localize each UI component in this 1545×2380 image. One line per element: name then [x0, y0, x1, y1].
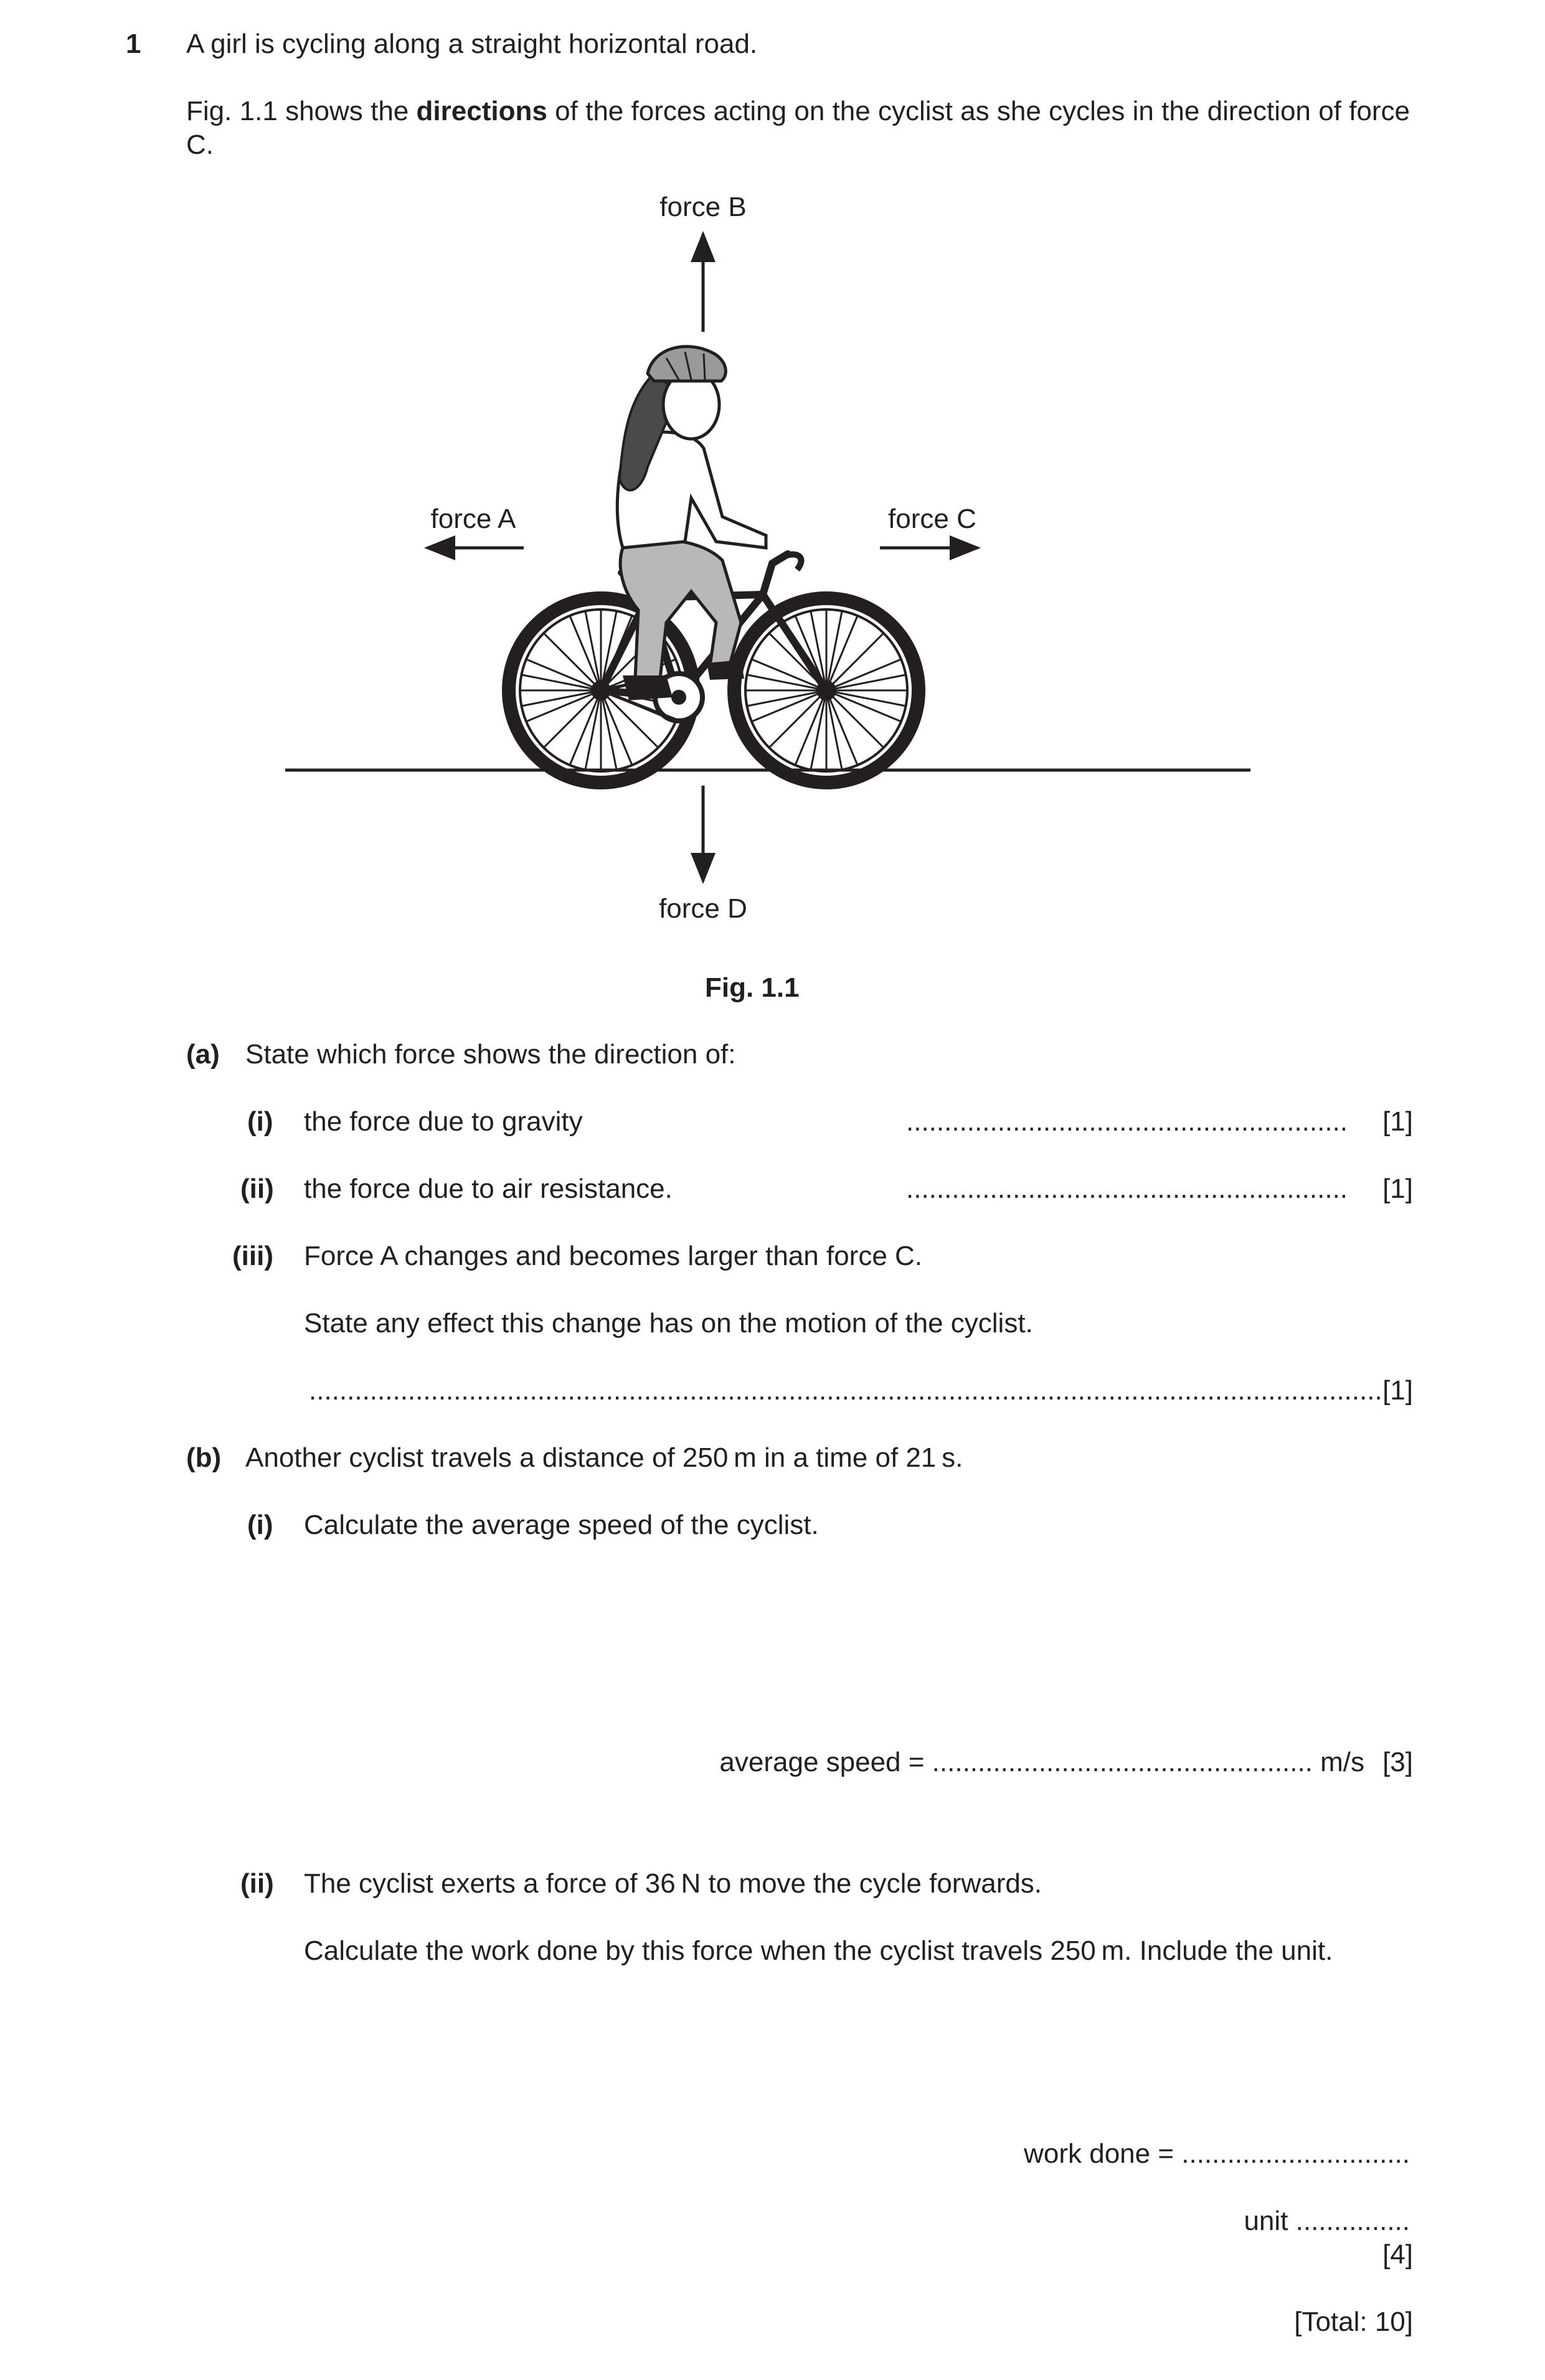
unit-answer-line[interactable]: unit ............... [1244, 2206, 1410, 2236]
figure-description: Fig. 1.1 shows the directions of the forces acting on the cyclist as she cycles in the direction of force C. [186, 96, 1410, 160]
part-a-ii-text: the force due to air resistance. [304, 1174, 673, 1204]
part-b-ii-label: (ii) [240, 1868, 274, 1899]
part-a-i-label: (i) [247, 1106, 273, 1137]
part-b-i-marks: [3] [1382, 1747, 1413, 1777]
cyclist-shoe [623, 675, 673, 700]
force-b-label: force B [659, 192, 747, 222]
force-a-label: force A [430, 504, 516, 534]
part-a-iii-marks: [1] [1382, 1375, 1413, 1406]
part-a-iii-prompt: State any effect this change has on the motion of the cyclist. [304, 1308, 1033, 1338]
part-a-i-marks: [1] [1382, 1106, 1413, 1137]
force-d-label: force D [659, 893, 747, 924]
total-marks: [Total: 10] [1294, 2307, 1413, 2337]
question-intro: A girl is cycling along a straight horizontal road. [186, 29, 758, 59]
part-a-label: (a) [186, 1039, 220, 1070]
figure-caption: Fig. 1.1 [705, 972, 800, 1003]
cyclist-helmet [648, 347, 725, 381]
part-a-stem: State which force shows the direction of: [245, 1039, 736, 1070]
part-a-i-answer-line[interactable]: .......................................................... [906, 1106, 1348, 1137]
part-a-iii-answer-line[interactable]: ............................................................................................................................................. [309, 1375, 1382, 1406]
part-b-ii-marks: [4] [1382, 2239, 1413, 2270]
part-a-ii-marks: [1] [1382, 1174, 1413, 1204]
work-done-answer-line[interactable]: work done = .............................. [1024, 2138, 1410, 2169]
part-a-ii-label: (ii) [240, 1174, 274, 1204]
part-b-stem: Another cyclist travels a distance of 250 m in a time of 21 s. [245, 1442, 963, 1473]
question-number: 1 [126, 29, 141, 59]
part-b-i-text: Calculate the average speed of the cyclist. [304, 1510, 819, 1540]
force-c-label: force C [888, 504, 976, 534]
part-b-label: (b) [186, 1442, 222, 1473]
part-a-iii-text: Force A changes and becomes larger than force C. [304, 1241, 923, 1271]
force-diagram [0, 0, 1545, 971]
part-b-i-label: (i) [247, 1510, 273, 1540]
part-b-ii-prompt: Calculate the work done by this force when the cyclist travels 250 m. Include the unit. [304, 1936, 1333, 1966]
part-a-i-text: the force due to gravity [304, 1106, 583, 1137]
part-a-iii-label: (iii) [232, 1241, 273, 1271]
cyclist-illustration [509, 347, 919, 783]
part-a-ii-answer-line[interactable]: .......................................................... [906, 1174, 1348, 1204]
part-b-ii-text: The cyclist exerts a force of 36 N to move the cycle forwards. [304, 1868, 1042, 1899]
average-speed-answer-line[interactable]: average speed = .................................................. m/s [719, 1747, 1364, 1777]
